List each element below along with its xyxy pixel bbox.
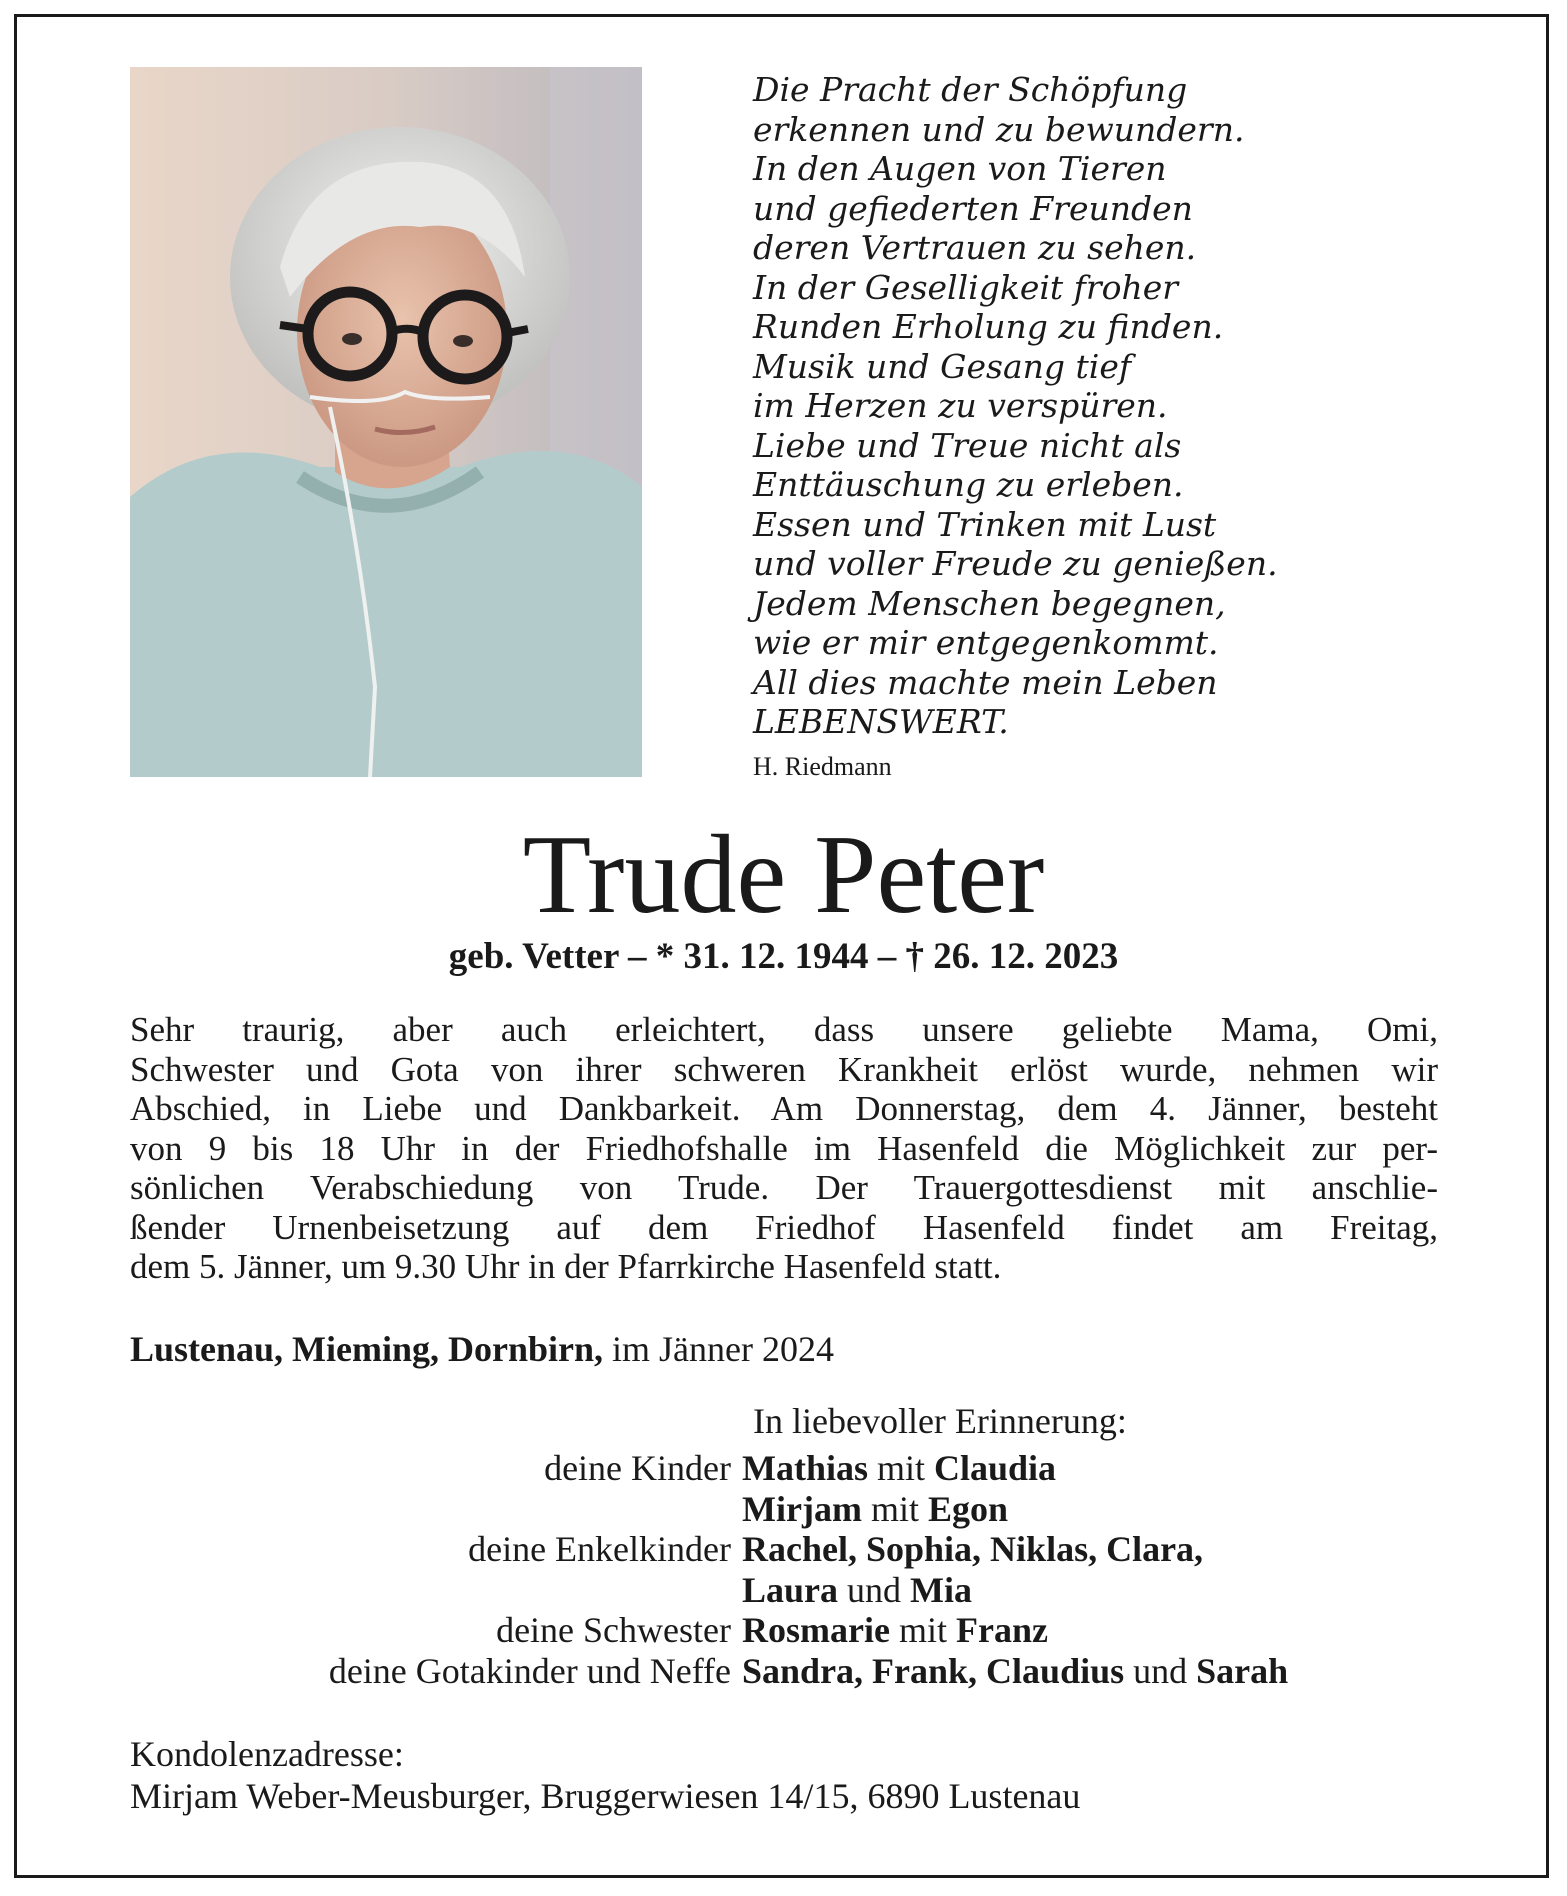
- poem-line: Jedem Menschen begegnen,: [753, 583, 1226, 623]
- condolence-address: Mirjam Weber-Meusburger, Bruggerwiesen 14/15, 6890 Lustenau: [130, 1776, 1081, 1816]
- deceased-dates: geb. Vetter – * 31. 12. 1944 – † 26. 12. 2023: [448, 936, 1119, 977]
- poem-line: Liebe und Treue nicht als: [753, 425, 1182, 465]
- poem-line: Essen und Trinken mit Lust: [753, 504, 1217, 544]
- poem-line: im Herzen zu verspüren.: [753, 386, 1168, 425]
- mourner-relation: deine Kinder: [544, 1448, 731, 1488]
- poem-line: Runden Erholung zu finden.: [753, 307, 1224, 346]
- mourner-row: [130, 1489, 1430, 1530]
- mourner-name: Sandra, Frank, Claudius: [742, 1650, 1125, 1691]
- mourner-relation: deine Enkelkinder: [468, 1529, 731, 1569]
- place-date-text: im Jänner 2024: [603, 1329, 835, 1369]
- mourner-name: Claudia: [934, 1448, 1057, 1488]
- poem-line: Musik und Gesang tief: [753, 346, 1132, 386]
- mourner-name: Mia: [910, 1569, 972, 1610]
- deceased-name: Trude Peter: [522, 813, 1045, 937]
- announcement-line: sönlichen Verabschiedung von Trude. Der Trauergottesdienst mit anschlie-: [130, 1168, 1438, 1207]
- mourner-name: Rosmarie: [742, 1610, 890, 1650]
- announcement-line: Schwester und Gota von ihrer schweren Krankheit erlöst wurde, nehmen wir: [130, 1049, 1438, 1089]
- poem-line: LEBENSWERT.: [753, 702, 1009, 741]
- poem-line: wie er mir entgegenkommt.: [753, 623, 1219, 662]
- mourner-name: Egon: [927, 1488, 1008, 1529]
- poem-line: erkennen und zu bewundern.: [753, 109, 1245, 149]
- mourner-names: [742, 1489, 1008, 1530]
- poem-line: und voller Freude zu genießen.: [753, 544, 1278, 583]
- mourner-names: [742, 1570, 972, 1611]
- mourner-row: [130, 1570, 1430, 1611]
- mourner-row: [130, 1448, 1430, 1489]
- mourner-connector: mit: [861, 1488, 928, 1529]
- mourner-name: Sarah: [1196, 1650, 1289, 1691]
- mourner-names: [742, 1448, 1056, 1489]
- announcement-text: [130, 1010, 1438, 1287]
- poem-line: und gefiederten Freunden: [753, 188, 1193, 228]
- mourner-relation: [130, 1489, 742, 1530]
- announcement-line: Abschied, in Liebe und Dankbarkeit. Am Donnerstag, dem 4. Jänner, besteht: [130, 1089, 1438, 1128]
- mourner-row: [130, 1610, 1430, 1651]
- poem: [753, 70, 1313, 742]
- mourner-relation: [130, 1570, 742, 1611]
- poem-line: In den Augen von Tieren: [753, 149, 1167, 188]
- mourner-name: Mathias: [742, 1448, 868, 1488]
- poem-line: In der Geselligkeit froher: [753, 267, 1179, 307]
- place-towns: Lustenau, Mieming, Dornbirn,: [130, 1329, 604, 1369]
- mourner-name: Laura: [742, 1569, 839, 1610]
- mourner-connector: mit: [889, 1610, 956, 1650]
- place-date: [130, 1328, 834, 1370]
- mourners-heading: In liebevoller Erinnerung:: [753, 1401, 1127, 1441]
- announcement-line: Sehr traurig, aber auch erleichtert, dass unsere geliebte Mama, Omi,: [130, 1010, 1438, 1049]
- announcement-line: von 9 bis 18 Uhr in der Friedhofshalle im Hasenfeld die Möglichkeit zur per-: [130, 1128, 1438, 1168]
- mourner-names: [742, 1610, 1048, 1651]
- poem-line: Enttäuschung zu erleben.: [753, 465, 1184, 504]
- announcement-line: dem 5. Jänner, um 9.30 Uhr in der Pfarrkirche Hasenfeld statt.: [130, 1247, 1002, 1286]
- mourner-row: [130, 1529, 1430, 1570]
- mourner-relation: deine Gotakinder und Neffe: [328, 1650, 731, 1691]
- mourners-list: [130, 1448, 1430, 1691]
- poem-line: deren Vertrauen zu sehen.: [753, 228, 1197, 267]
- poem-line: All dies machte mein Leben: [753, 662, 1218, 702]
- mourner-names: [742, 1651, 1288, 1692]
- mourner-connector: und: [1124, 1650, 1197, 1691]
- mourner-row: [130, 1651, 1430, 1692]
- mourner-connector: mit: [868, 1448, 935, 1488]
- mourner-name: Mirjam: [742, 1488, 862, 1529]
- condolence-label: Kondolenzadresse:: [130, 1734, 404, 1774]
- portrait-photo: [130, 67, 642, 777]
- condolence-block: [130, 1733, 1080, 1817]
- announcement-line: ßender Urnenbeisetzung auf dem Friedhof Hasenfeld findet am Freitag,: [130, 1207, 1438, 1247]
- mourner-name: Rachel, Sophia, Niklas, Clara,: [742, 1529, 1204, 1569]
- mourner-relation: deine Schwester: [496, 1610, 731, 1650]
- mourner-names: [742, 1529, 1203, 1570]
- mourner-connector: und: [838, 1569, 911, 1610]
- poem-line: Die Pracht der Schöpfung: [753, 70, 1188, 109]
- mourner-name: Franz: [955, 1610, 1048, 1650]
- portrait-illustration: [130, 67, 642, 777]
- poem-author: H. Riedmann: [753, 752, 892, 781]
